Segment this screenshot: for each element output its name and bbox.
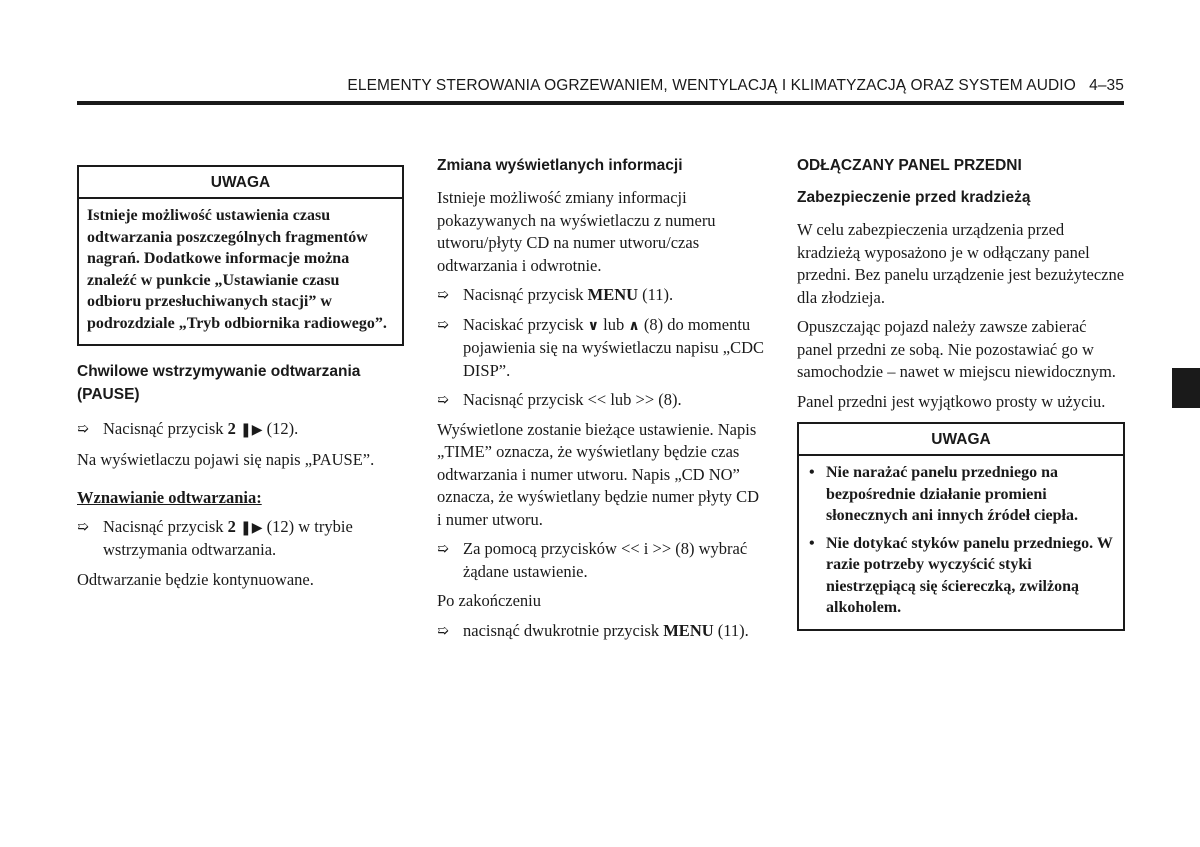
step-arrow-icon: ➯ <box>437 287 449 303</box>
step-text: Naciskać przycisk <box>463 314 584 334</box>
section-tab-marker <box>1172 368 1200 408</box>
menu-step <box>437 284 767 307</box>
key-label: MENU <box>587 285 639 304</box>
play-pause-icon: ❚▶ <box>240 422 263 438</box>
step-arrow-icon: ➯ <box>437 392 449 408</box>
step-text: lub <box>603 314 625 334</box>
chevron-up-icon: ∧ <box>628 317 640 334</box>
step-text: (12). <box>266 419 299 438</box>
skip-step <box>437 389 767 412</box>
key-label: 2 <box>227 419 236 438</box>
note-body <box>79 199 402 344</box>
panel-para-3: Panel przedni jest wyjątkowo prosty w użyciu. <box>797 391 1106 411</box>
pause-step <box>77 418 404 442</box>
column-2 <box>437 150 767 642</box>
panel-note-box <box>797 422 1125 631</box>
select-step <box>437 538 767 583</box>
page-number: 4–35 <box>1089 77 1124 94</box>
pause-heading: Chwilowe wstrzymywanie odtwarzania (PAUSE) <box>77 363 361 403</box>
pause-display-text: Na wyświetlaczu pojawi się napis „PAUSE”. <box>77 449 375 469</box>
note-title: UWAGA <box>79 167 402 199</box>
column-1 <box>77 150 404 591</box>
warning-list <box>807 462 1115 619</box>
display-info-heading: Zmiana wyświetlanych informacji <box>437 157 683 174</box>
display-info-intro: Istnieje możliwość zmiany informacji pokazywanych na wyświetlaczu z numeru utworu/płyty CD na numer utworu/czas odtwarzania i odwrotnie. <box>437 188 716 275</box>
chevron-down-icon: ∨ <box>587 317 599 334</box>
note-text: Istnieje możliwość ustawienia czasu odtwarzania poszczególnych fragmentów nagrań. Dodatkowe informacje można znaleźć w punkcie „Ustawianie czasu odbioru przesłuchiwanych stacji” w podrozdziale „Tryb odbiornika radiowego”. <box>87 207 387 332</box>
step-arrow-icon: ➯ <box>77 518 89 535</box>
play-pause-icon: ❚▶ <box>240 519 263 536</box>
finish-step <box>437 620 767 643</box>
step-text: Nacisnąć przycisk <box>103 516 224 536</box>
step-text: (8) do momentu pojawienia się na wyświetlaczu napisu „CDC DISP”. <box>463 314 765 380</box>
key-label: MENU <box>663 620 714 640</box>
resume-step <box>77 516 404 562</box>
header-title: ELEMENTY STEROWANIA OGRZEWANIEM, WENTYLACJĄ I KLIMATYZACJĄ ORAZ SYSTEM AUDIO <box>347 77 1076 94</box>
step-text: (12) w trybie wstrzymania odtwarzania. <box>103 516 353 559</box>
step-text: Nacisnąć przycisk <box>463 285 584 304</box>
step-arrow-icon: ➯ <box>77 421 89 437</box>
resume-heading: Wznawianie odtwarzania: <box>77 488 262 507</box>
after-text: Po zakończeniu <box>437 591 542 610</box>
warning-item: • Nie narażać panelu przedniego na bezpośrednie działanie promieni słonecznych ani innych źródeł ciepła. <box>807 462 1115 527</box>
column-3 <box>797 150 1125 631</box>
step-text: Nacisnąć przycisk << lub >> (8). <box>463 390 682 409</box>
running-header <box>347 77 1124 95</box>
step-text: Nacisnąć przycisk <box>103 419 224 438</box>
note-title: UWAGA <box>799 424 1123 456</box>
step-text: (11). <box>642 285 674 304</box>
step-arrow-icon: ➯ <box>437 541 449 557</box>
step-arrow-icon: ➯ <box>437 622 449 639</box>
theft-subheading: Zabezpieczenie przed kradzieżą <box>797 189 1031 206</box>
header-rule <box>77 101 1124 105</box>
step-text: Za pomocą przycisków << i >> (8) wybrać żądane ustawienie. <box>463 539 748 581</box>
key-label: 2 <box>227 516 236 536</box>
note-box <box>77 165 404 346</box>
step-text: (11). <box>717 620 749 640</box>
step-arrow-icon: ➯ <box>437 316 449 333</box>
step-text: nacisnąć dwukrotnie przycisk <box>463 620 660 640</box>
up-down-step <box>437 314 767 383</box>
panel-para-2: Opuszczając pojazd należy zawsze zabierać panel przedni ze sobą. Nie pozostawiać go w samochodzie – nawet w miejscu niewidocznym. <box>797 317 1116 381</box>
warning-item: • Nie dotykać styków panelu przedniego. W razie potrzeby wyczyścić styki niestrzępiącą się ściereczką, zwilżoną alkoholem. <box>807 533 1115 619</box>
display-info-result: Wyświetlone zostanie bieżące ustawienie. Napis „TIME” oznacza, że wyświetlany będzie czas odtwarzania i numer utworu. Napis „CD NO” oznacza, że wyświetlany będzie numer płyty CD i numer utworu. <box>437 419 760 529</box>
resume-result-text: Odtwarzanie będzie kontynuowane. <box>77 569 314 589</box>
panel-heading: ODŁĄCZANY PANEL PRZEDNI <box>797 157 1022 174</box>
note-body <box>799 456 1123 629</box>
panel-para-1: W celu zabezpieczenia urządzenia przed kradzieżą wyposażono je w odłączany panel przedni. Bez panelu urządzenie jest bezużyteczne dla złodzieja. <box>797 220 1125 307</box>
